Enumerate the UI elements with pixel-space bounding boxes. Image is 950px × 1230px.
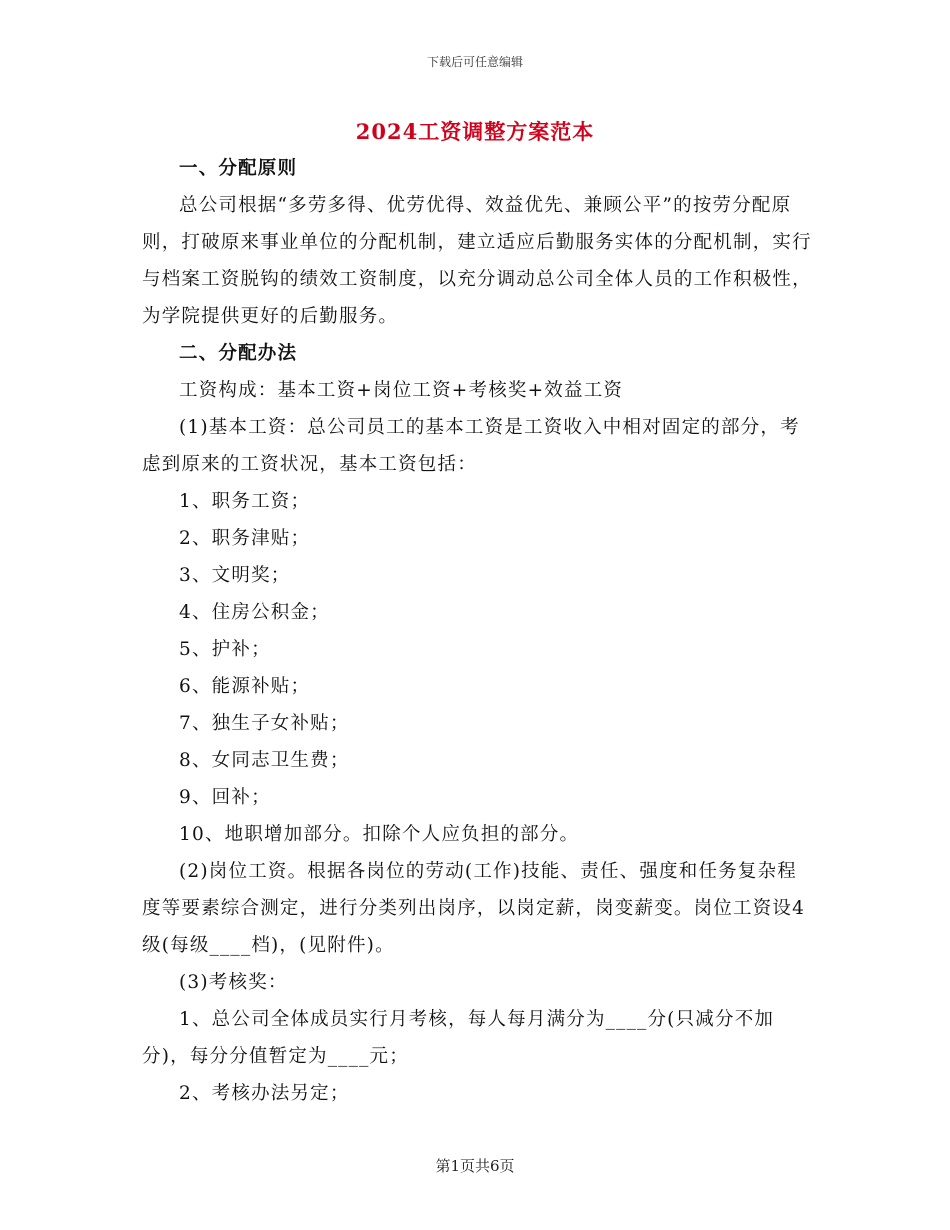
paragraph: (3)考核奖：	[179, 972, 288, 993]
paragraph: 8、女同志卫生费；	[179, 750, 350, 771]
paragraph: 4、住房公积金；	[179, 602, 330, 623]
document-title: 2024工资调整方案范本	[355, 119, 595, 144]
paragraph: 7、独生子女补贴；	[179, 713, 350, 734]
paragraph: 2、职务津贴；	[179, 528, 311, 549]
paragraph: 1、职务工资；	[179, 491, 311, 512]
paragraph: 2、考核办法另定；	[179, 1083, 350, 1104]
paragraph: (2)岗位工资。根据各岗位的劳动(工作)技能、责任、强度和任务复杂程度等要素综合测定，进行分类列出岗序，以岗定薪，岗变薪变。岗位工资设4级(每级____档)，(见附件)。	[142, 861, 806, 956]
section-heading: 二、分配办法	[179, 343, 298, 364]
paragraph: 6、能源补贴；	[179, 676, 311, 697]
page-footer: 第1页共6页	[435, 1157, 515, 1175]
paragraph: 总公司根据“多劳多得、优劳优得、效益优先、兼顾公平”的按劳分配原则，打破原来事业单位的分配机制，建立适应后勤服务实体的分配机制，实行与档案工资脱钩的绩效工资制度，以充分调动总公司全体人员的工作积极性，为学院提供更好的后勤服务。	[142, 195, 812, 327]
paragraph: 3、文明奖；	[179, 565, 291, 586]
paragraph: 1、总公司全体成员实行月考核，每人每月满分为____分(只减分不加分)，每分分值暂定为____元；	[142, 1009, 775, 1067]
paragraph: 工资构成：基本工资+岗位工资+考核奖+效益工资	[179, 380, 624, 401]
paragraph: 5、护补；	[179, 639, 271, 660]
paragraph: (1)基本工资：总公司员工的基本工资是工资收入中相对固定的部分，考虑到原来的工资状况，基本工资包括：	[142, 417, 800, 475]
paragraph: 9、回补；	[179, 787, 271, 808]
header-note: 下载后可任意编辑	[426, 55, 523, 69]
document-body	[142, 150, 812, 1112]
section-heading: 一、分配原则	[179, 158, 298, 179]
paragraph: 10、地职增加部分。扣除个人应负担的部分。	[179, 824, 580, 845]
